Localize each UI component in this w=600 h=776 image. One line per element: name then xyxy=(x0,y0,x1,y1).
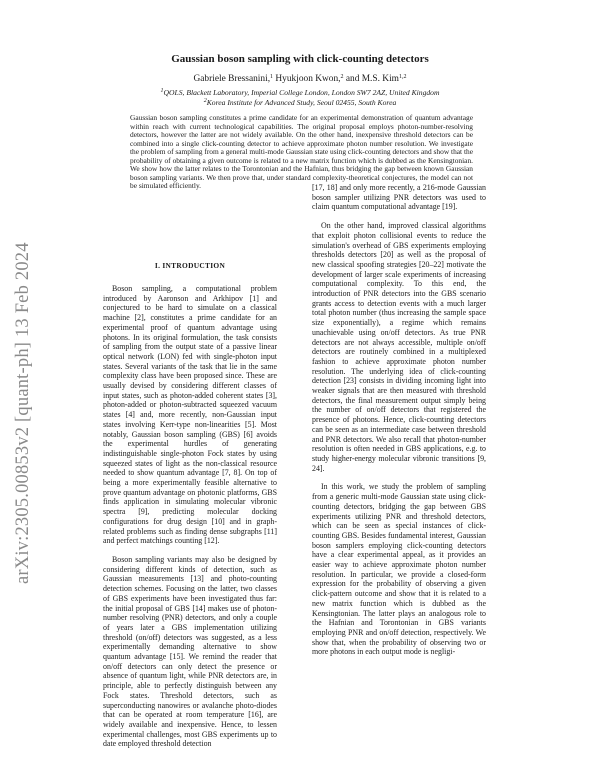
right-column xyxy=(312,183,486,657)
affiliation-mark: 1 xyxy=(160,88,164,94)
author-name: and M.S. Kim xyxy=(343,74,399,84)
left-column xyxy=(103,284,277,749)
paper-title: Gaussian boson sampling with click-counting detectors xyxy=(171,53,429,65)
author-name: Hyukjoon Kwon, xyxy=(273,74,341,84)
author-affiliation-mark: 1 xyxy=(270,74,274,80)
author-affiliation-mark: 2 xyxy=(340,74,344,80)
affiliation-2 xyxy=(0,98,600,107)
paragraph: On the other hand, improved classical algorithms that exploit photon collisional events to reduce the simulation's overhead of GBS experiments employing thresholds detectors [20] as well as the proposal of new classical spoofing strategies [20–22] motivate the development of larger scale experiments of increasing computational complexity. To this end, the introduction of PNR detectors into the GBS scenario grants access to detection events with a much larger total photon number (thus increasing the sample space size exponentially), a regime which remains unachievable using on/off detectors. As true PNR detectors are not always accessible, multiple on/off detectors are routinely combined in a multiplexed fashion to achieve approximate photon number resolution. The underlying idea of click-counting detection [23] consists in dividing incoming light into weaker signals that are then measured with threshold detectors, the final measurement output simply being the number of on/off detectors that registered the presence of photons. Hence, click-counting detectors can be seen as an intermediate case between threshold and PNR detectors. We also recall that photon-number resolution is often needed in GBS applications, e.g. to study higher-energy molecular vibronic transitions [9, 24]. xyxy=(312,221,486,473)
paragraph: [17, 18] and only more recently, a 216-mode Gaussian boson sampler utilizing PNR detectors was used to claim quantum computational advantage [19]. xyxy=(312,183,486,212)
paragraph: In this work, we study the problem of sampling from a generic multi-mode Gaussian state using click-counting detectors, bridging the gap between GBS experiments utilizing PNR and threshold detectors, which can be seen as special instances of click-counting GBS. Besides fundamental interest, Gaussian boson samplers employing click-counting detectors have a clear experimental appeal, as it provides an easier way to achieve approximate photon number resolution. In particular, we provide a closed-form expression for the probability of observing a given click-pattern outcome and show that it is related to a new matrix function which is dubbed as the Kensingtonian. The latter plays an analogous role to the Hafnian and Torontonian in GBS variants employing PNR and on/off detection, respectively. We show that, when the probability of observing two or more photons in each output mode is negligi- xyxy=(312,482,486,657)
author-name: Gabriele Bressanini, xyxy=(193,74,271,84)
affiliation-text: QOLS, Blackett Laboratory, Imperial College London, London SW7 2AZ, United Kingdom xyxy=(163,88,440,97)
affiliation-1 xyxy=(0,88,600,97)
author-affiliation-mark: 1,2 xyxy=(398,74,407,80)
paragraph: Boson sampling, a computational problem introduced by Aaronson and Arkhipov [1] and conjectured to be hard to simulate on a classical machine [2], constitutes a prime candidate for an experimental proof of quantum advantage using photons. In its original formulation, the task consists of sampling from the output state of a passive linear optical network (LON) fed with single-photon input states. Several variants of the task that lie in the same complexity class have been proposed since. These are usually devised by considering different classes of input states, such as photon-added coherent states [3], photon-added or photon-subtracted squeezed vacuum states [4] and, more recently, non-Gaussian input states involving Kerr-type non-linearities [5]. Most notably, Gaussian boson sampling (GBS) [6] avoids the experimental hurdles of generating indistinguishable single-photon Fock states by using squeezed states of light as the non-classical resource needed to show quantum advantage [7, 8]. On top of being a more experimentally feasible alternative to prove quantum advantage on photonic platforms, GBS finds application in simulating molecular vibronic spectra [9], predicting molecular docking configurations for drug design [10] and in graph-related problems such as finding dense subgraphs [11] and perfect matchings counting [12]. xyxy=(103,284,277,546)
author-list xyxy=(0,74,600,84)
paragraph: Boson sampling variants may also be designed by considering different kinds of detection, such as Gaussian measurements [13] and photo-counting detection schemes. Focusing on the latter, two classes of GBS experiments have been investigated thus far: the initial proposal of GBS [14] makes use of photon-number resolving (PNR) detectors, and only a couple of years later a GBS implementation utilizing threshold (on/off) detectors was suggested, as a less experimentally demanding alternative to show quantum advantage [15]. We remind the reader that on/off detectors can only detect the presence or absence of quantum light, while PNR detectors are, in principle, able to perfectly distinguish between any Fock states. Threshold detectors, such as superconducting nanowires or avalanche photo-diodes that can be operated at room temperature [16], are widely available and inexpensive. Hence, to lessen experimental challenges, most GBS experiments up to date employed threshold detection xyxy=(103,554,277,749)
abstract: Gaussian boson sampling constitutes a prime candidate for an experimental demonstration of quantum advantage within reach with current technological capabilities. The original proposal employs photon-number-resolving detectors, however the latter are not widely available. On the other hand, inexpensive threshold detectors can be combined into a single click-counting detector to achieve approximate photon number resolution. We investigate the problem of sampling from a general multi-mode Gaussian state using click-counting detectors and show that the probability of obtaining a given outcome is related to a new matrix function which is dubbed as the Kensingtonian. We show how the latter relates to the Torontonian and the Hafnian, thus bridging the gap between known Gaussian boson sampling variants. We then prove that, under standard complexity-theoretical conjectures, the model can not be simulated efficiently. xyxy=(130,113,473,191)
affiliation-text: Korea Institute for Advanced Study, Seoul 02455, South Korea xyxy=(206,98,397,107)
section-heading: I. INTRODUCTION xyxy=(154,261,226,270)
affiliation-mark: 2 xyxy=(203,98,207,104)
arxiv-identifier: arXiv:2305.00853v2 [quant-ph] 13 Feb 2024 xyxy=(13,242,33,584)
